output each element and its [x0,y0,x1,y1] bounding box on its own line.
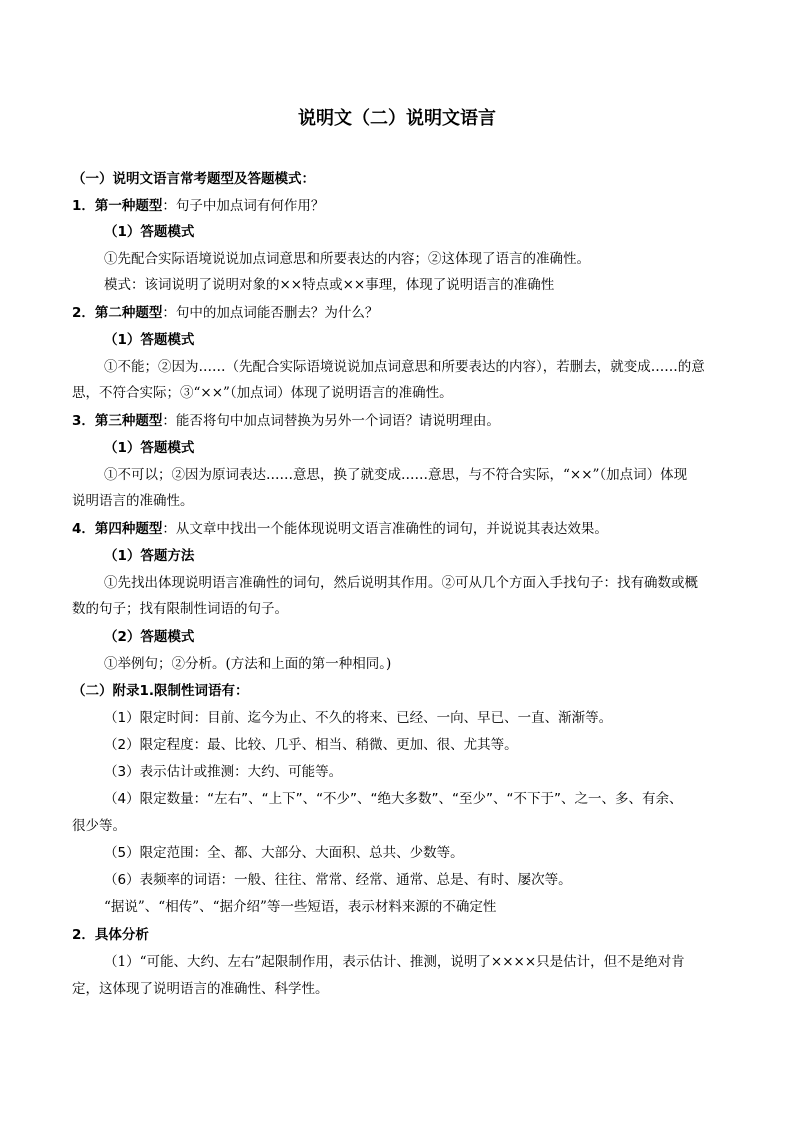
analysis-heading: 2．具体分析 [72,927,149,943]
type2-label: 第二种题型 [94,305,163,321]
section2-heading-tail: 1.限制性词语有： [139,683,249,699]
type1-subheading: （1）答题模式 [104,224,195,240]
analysis-line2: 定，这体现了说明语言的准确性、科学性。 [72,981,329,997]
type4-paragraph-line1: ①先找出体现说明语言准确性的词句，然后说明其作用。②可从几个方面入手找句子：找有确数或概 [104,575,698,591]
type1-paragraph-1: ①先配合实际语境说说加点词意思和所要表达的内容；②这体现了语言的准确性。 [104,251,590,267]
type4-subheading-1: （1）答题方法 [104,548,195,564]
type3-line [72,412,500,430]
type2-question: ：句中的加点词能否删去？为什么？ [162,305,379,321]
type4-line [72,520,608,538]
restrictive-item: （2）限定程度：最、比较、几乎、相当、稍微、更加、很、尤其等。 [104,737,518,753]
restrictive-item: （5）限定范围：全、都、大部分、大面积、总共、少数等。 [104,845,464,861]
type3-number: 3． [72,413,95,429]
type1-label: 第一种题型 [94,198,163,214]
type3-question: ：能否将句中加点词替换为另外一个词语？请说明理由。 [162,413,500,429]
type4-question: ：从文章中找出一个能体现说明文语言准确性的词句，并说说其表达效果。 [162,521,608,537]
type3-paragraph-line2: 说明语言的准确性。 [72,493,194,509]
type4-paragraph-line2: 数的句子；找有限制性词语的句子。 [72,601,288,617]
analysis-line1: （1）“可能、大约、左右”起限制作用，表示估计、推测，说明了××××只是估计，但不是绝对肯 [104,954,685,970]
restrictive-item: （1）限定时间：目前、迄今为止、不久的将来、已经、一向、早已、一直、渐渐等。 [104,710,613,726]
type1-paragraph-2: 模式：该词说明了说明对象的××特点或××事理，体现了说明语言的准确性 [104,277,555,293]
type3-paragraph-line1: ①不可以；②因为原词表达……意思，换了就变成……意思，与不符合实际，“××”（加点词）体现 [104,467,688,483]
section2-heading-line [72,682,249,700]
type2-paragraph-line2: 思，不符合实际；③“××”（加点词）体现了说明语言的准确性。 [72,385,453,401]
page-title: 说明文（二）说明文语言 [298,108,496,129]
type1-line [72,197,324,215]
restrictive-item: （3）表示估计或推测：大约、可能等。 [104,764,343,780]
type2-paragraph-line1: ①不能；②因为……（先配合实际语境说说加点词意思和所要表达的内容），若删去，就变成……的意 [104,359,705,375]
section1-heading: （一）说明文语言常考题型及答题模式： [72,171,315,187]
restrictive-item: （6）表频率的词语：一般、往往、常常、经常、通常、总是、有时、屡次等。 [104,872,572,888]
type3-subheading: （1）答题模式 [104,440,195,456]
restrictive-item: （4）限定数量：“左右”、“上下”、“不少”、“绝大多数”、“至少”、“不下于”、之一、多、有余、 [104,791,683,807]
type4-label: 第四种题型 [94,521,163,537]
type4-paragraph-2: ①举例句；②分析。(方法和上面的第一种相同。) [104,656,392,672]
section2-heading: （二）附录 [72,683,140,699]
type3-label: 第三种题型 [94,413,163,429]
restrictive-item-continuation: 很少等。 [72,818,126,834]
source-uncertainty-note: “据说”、“相传”、“据介绍”等一些短语，表示材料来源的不确定性 [104,899,497,915]
type4-number: 4． [72,521,95,537]
type1-number: 1． [72,198,95,214]
type1-question: ：句子中加点词有何作用？ [162,198,325,214]
type2-line [72,304,378,322]
type2-subheading: （1）答题模式 [104,332,195,348]
type2-number: 2． [72,305,95,321]
type4-subheading-2: （2）答题模式 [104,629,195,645]
